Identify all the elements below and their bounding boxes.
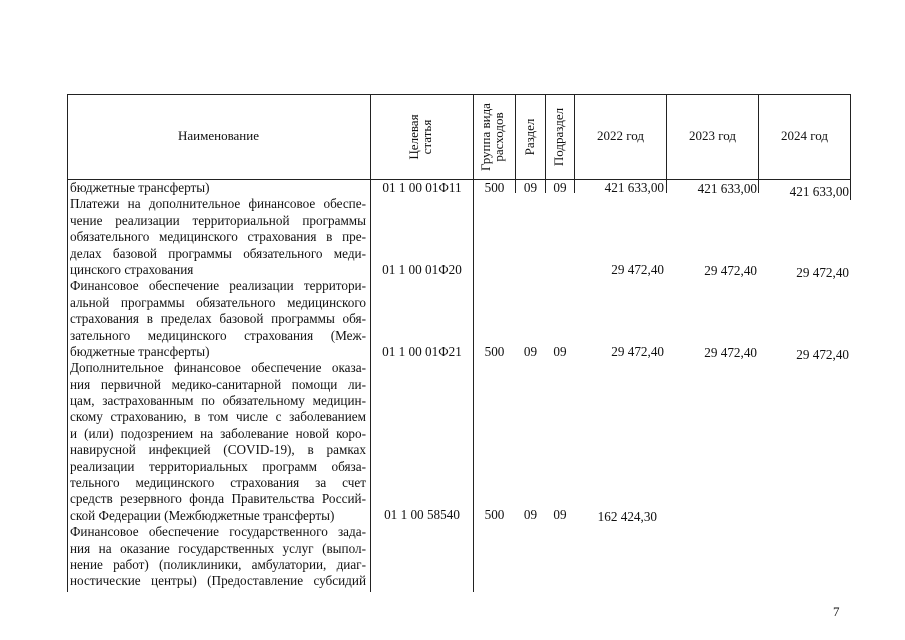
- description-line: Платежи на дополнительное финансовое обеспе-: [70, 196, 366, 212]
- row-4-subsection: 09: [553, 507, 567, 522]
- description-line: средств резервного фонда Правительства Россий-: [70, 491, 366, 507]
- description-line: зательного медицинского страхования (Меж-: [70, 327, 366, 343]
- col-border: [515, 94, 516, 180]
- description-line: страхования в пределах базовой программы обя-: [70, 311, 366, 327]
- row-3-section: 09: [523, 344, 538, 359]
- header-subsection: Подраздел: [551, 107, 566, 167]
- description-line: реализации территориальных программ обяза-: [70, 458, 366, 474]
- row-4-code: 01 1 00 58540: [384, 507, 460, 522]
- row-1-2024: 421 633,00: [789, 184, 849, 199]
- row-1-subsection: 09: [553, 180, 567, 195]
- description-line: бюджетные трансферты): [70, 180, 210, 195]
- description-line: цам, застрахованным по обязательному медицин-: [70, 393, 366, 409]
- col-border: [473, 94, 474, 180]
- row-4-2022: 162 424,30: [597, 509, 657, 524]
- col-border: [850, 94, 851, 180]
- row-3-2022: 29 472,40: [611, 344, 664, 359]
- row-1-2022: 421 633,00: [604, 180, 664, 195]
- row-1-section: 09: [523, 180, 538, 195]
- row-2-2024: 29 472,40: [796, 265, 849, 280]
- header-target-article-line1: Целевая: [406, 114, 421, 160]
- row-3-2023: 29 472,40: [704, 345, 757, 360]
- description-line: обязательного медицинского страхования в пре-: [70, 229, 366, 245]
- description-line: Дополнительное финансовое обеспечение оказа-: [70, 360, 366, 376]
- col-border: [67, 180, 68, 592]
- description-column: [70, 180, 366, 590]
- description-line: цинского страхования: [70, 261, 194, 277]
- description-line: ния первичной медико-санитарной помощи ли-: [70, 376, 366, 392]
- col-border: [850, 180, 851, 200]
- description-line: скому страхованию, в том числе с заболеванием: [70, 409, 366, 425]
- page-number: 7: [833, 604, 840, 619]
- row-2-code: 01 1 00 01Ф20: [382, 262, 462, 277]
- table-top-border: [67, 94, 851, 95]
- row-3-code: 01 1 00 01Ф21: [382, 344, 462, 359]
- header-year-2022: 2022 год: [597, 128, 644, 143]
- row-4-group: 500: [484, 507, 505, 522]
- header-expense-group-line2: расходов: [491, 112, 506, 162]
- header-target-article: [407, 92, 437, 182]
- row-3-group: 500: [484, 344, 505, 359]
- description-line: навирусной инфекцией (COVID-19), в рамках: [70, 442, 366, 458]
- description-line: чение реализации территориальной программы: [70, 212, 366, 228]
- description-line: и (или) подозрением на заболевание новой коро-: [70, 425, 366, 441]
- description-line: бюджетные трансферты): [70, 343, 210, 359]
- row-2-2023: 29 472,40: [704, 263, 757, 278]
- row-4-section: 09: [523, 507, 538, 522]
- description-line: Финансовое обеспечение реализации территори-: [70, 278, 366, 294]
- description-line: делах базовой программы обязательного меди-: [70, 245, 366, 261]
- row-1-code: 01 1 00 01Ф11: [382, 180, 462, 195]
- description-line: ской Федерации (Межбюджетные трансферты): [70, 507, 335, 523]
- description-line: ния на оказание государственных услуг (выпол-: [70, 540, 366, 556]
- header-year-2024: 2024 год: [781, 128, 828, 143]
- header-target-article-line2: статья: [419, 119, 434, 155]
- description-line: нение работ) (поликлиники, амбулатории, диаг-: [70, 556, 366, 572]
- description-line: ностические центры) (Предоставление субсидий: [70, 573, 366, 589]
- description-line: альной программы обязательного медицинского: [70, 294, 366, 310]
- header-expense-group-line1: Группа вида: [478, 103, 493, 171]
- header-name: Наименование: [178, 128, 259, 143]
- header-section: Раздел: [522, 118, 537, 156]
- row-1-2023: 421 633,00: [697, 181, 757, 196]
- row-3-subsection: 09: [553, 344, 567, 359]
- header-year-2023: 2023 год: [689, 128, 736, 143]
- col-border: [370, 180, 371, 592]
- col-border: [370, 94, 371, 180]
- header-expense-group: [479, 92, 509, 182]
- col-border: [545, 94, 546, 180]
- description-line: тельного медицинского страхования за счет: [70, 475, 366, 491]
- row-1-group: 500: [484, 180, 505, 195]
- description-line: Финансовое обеспечение государственного зада-: [70, 524, 366, 540]
- row-3-2024: 29 472,40: [796, 347, 849, 362]
- row-2-2022: 29 472,40: [611, 262, 664, 277]
- col-border: [473, 180, 474, 592]
